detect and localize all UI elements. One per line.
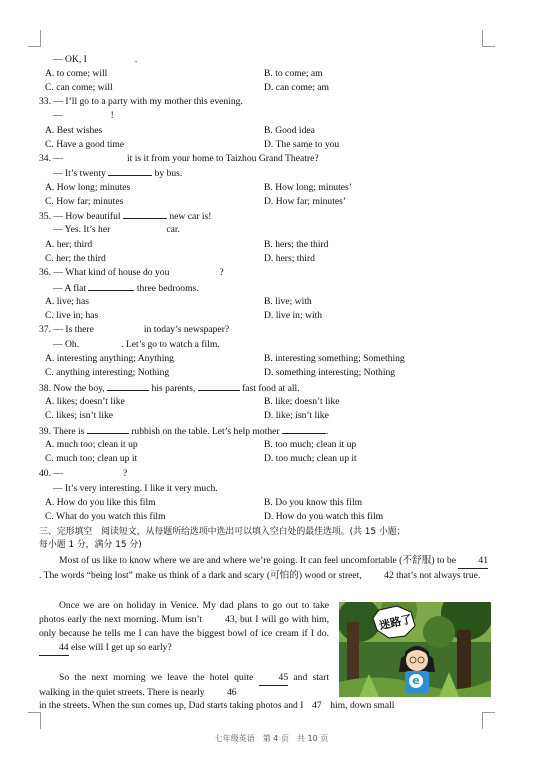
q36-reply: — A flat three bedrooms. [53,283,199,294]
q32-option-b[interactable]: B. to come; am [264,68,323,79]
q35-option-d[interactable]: D. hers; third [264,253,315,264]
q40-reply: — It’s very interesting. I like it very much. [53,483,218,494]
q33-reply: — ! [53,110,114,121]
q35-reply: — Yes. It’s her car. [53,224,180,235]
crop-mark-top-right [482,30,495,47]
q34-option-b[interactable]: B. How long; minutes’ [264,182,352,193]
blank-44: 44 [39,641,69,656]
q40-stem: 40. — ? [39,468,128,479]
q37-option-b[interactable]: B. interesting something; Something [264,353,405,364]
q39-blank-1 [87,425,129,434]
crop-mark-bottom-left [28,712,41,729]
q36-option-a[interactable]: A. live; has [45,296,89,307]
q33-option-c[interactable]: C. Have a good time [45,139,125,150]
q32-option-d[interactable]: D. can come; am [264,82,329,93]
q35-blank [123,210,167,219]
passage-paragraph-2: Once we are on holiday in Venice. My dad plans to go out to take photos early the next morning. Mum isn’t 43, but I will go with him, only because he tells me I can have the biggest bowl of ice cream if I do. 44 else will I get up so early? [39,599,329,656]
q33-option-d[interactable]: D. The same to you [264,139,340,150]
q32-reply: — OK, I . [53,54,138,65]
q35-stem: 35. — How beautiful new car is! [39,211,212,222]
q34-option-c[interactable]: C. How far; minutes [45,196,124,207]
blank-43: 43 [225,614,235,625]
q38-option-c[interactable]: C. likes; isn’t like [45,410,114,421]
q32-option-c[interactable]: C. can come; will [45,82,113,93]
q37-reply: — Oh. . Let’s go to watch a film. [53,339,220,350]
q38-option-d[interactable]: D. like; isn’t like [264,410,329,421]
blank-42: 42 [384,570,394,581]
q35-option-c[interactable]: C. her; the third [45,253,106,264]
q39-stem: 39. There is rubbish on the table. Let’s help mother . [39,426,329,437]
q34-reply: — It’s twenty by bus. [53,168,183,179]
lost-caption: 迷路了 [378,612,414,633]
q37-option-d[interactable]: D. something interesting; Nothing [264,367,396,378]
crop-mark-bottom-right [482,712,495,729]
q36-stem: 36. — What kind of house do you ? [39,267,224,278]
q33-stem: 33. — I’ll go to a party with my mother this evening. [39,96,243,107]
page-footer: 七年级英语 第 4 页 共 10 页 [214,734,329,743]
lost-girl-illustration [339,602,491,697]
blank-41: 41 [458,554,488,569]
q37-option-a[interactable]: A. interesting anything; Anything [45,353,174,364]
crop-mark-top-left [28,30,41,47]
q40-option-c[interactable]: C. What do you watch this film [45,511,166,522]
q40-option-b[interactable]: B. Do you know this film [264,497,363,508]
q33-option-a[interactable]: A. Best wishes [45,125,103,136]
blank-47: 47 [312,700,322,711]
q36-blank [88,282,134,291]
q36-option-c[interactable]: C. live in; has [45,310,99,321]
q39-option-d[interactable]: D. too much; clean up it [264,453,357,464]
q40-option-a[interactable]: A. How do you like this film [45,497,156,508]
q33-option-b[interactable]: B. Good idea [264,125,315,136]
passage-paragraph-3: So the next morning we leave the hotel quite 45 and start walking in the quiet streets. There is nearly 46 [39,672,329,698]
q37-option-c[interactable]: C. anything interesting; Nothing [45,367,170,378]
passage-paragraph-1: Most of us like to know where we are and where we’re going. It can feel uncomfortable (不舒服) to be 41. The words “being lost” make us think of a dark and scary (可怕的) wood or street, 42 that’s not always true. [39,555,488,581]
q39-option-b[interactable]: B. too much; clean it up [264,439,357,450]
q38-blank-1 [107,382,149,391]
blank-45: 45 [259,671,289,686]
section-3-instruction: 三、完形填空 阅读短文，从每题所给选项中选出可以填入空白处的最佳选项。(共 15 小题； [39,527,406,537]
blank-46: 46 [226,687,237,698]
q38-stem: 38. Now the boy, his parents, fast food at all. [39,383,300,394]
q37-stem: 37. — Is there in today’s newspaper? [39,324,230,335]
q34-blank [108,167,152,176]
q39-option-c[interactable]: C. much too; clean up it [45,453,138,464]
q36-option-d[interactable]: D. live in; with [264,310,323,321]
q32-option-a[interactable]: A. to come; will [45,68,108,79]
q39-option-a[interactable]: A. much too; clean it up [45,439,138,450]
q35-option-a[interactable]: A. her; third [45,239,93,250]
q38-option-a[interactable]: A. likes; doesn’t like [45,396,125,407]
q40-option-d[interactable]: D. How do you watch this film [264,511,384,522]
q34-stem: 34. — it is it from your home to Taizhou Grand Theatre? [39,153,319,164]
q34-option-d[interactable]: D. How far; minutes’ [264,196,347,207]
q36-option-b[interactable]: B. live; with [264,296,312,307]
q35-option-b[interactable]: B. hers; the third [264,239,329,250]
e-badge-icon: e [409,674,423,688]
q38-option-b[interactable]: B. like; doesn’t like [264,396,340,407]
q38-blank-2 [198,382,240,391]
section-3-heading [39,526,488,552]
q34-option-a[interactable]: A. How long; minutes [45,182,131,193]
section-3-scoring: 每小题 1 分，满分 15 分) [39,540,142,550]
passage-paragraph-3-continued: in the streets. When the sun comes up, Dad starts taking photos and I 47 him, down small [39,700,395,711]
q39-blank-2 [282,425,326,434]
